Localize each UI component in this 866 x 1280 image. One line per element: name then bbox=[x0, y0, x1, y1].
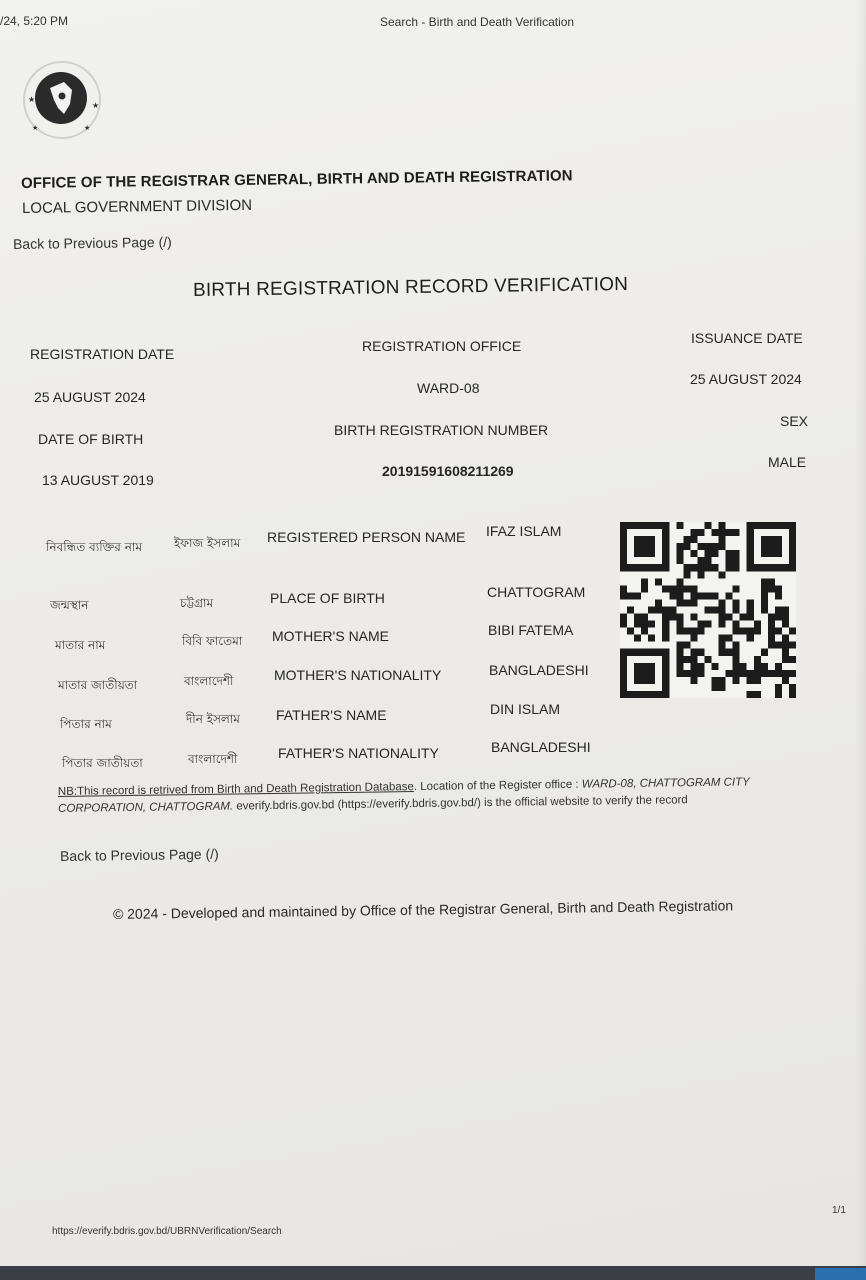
brn-value: 20191591608211269 bbox=[382, 463, 514, 479]
division-name: LOCAL GOVERNMENT DIVISION bbox=[21, 196, 253, 217]
svg-text:★: ★ bbox=[84, 125, 91, 132]
birthplace-value: CHATTOGRAM bbox=[487, 584, 586, 600]
father-name-label: FATHER'S NAME bbox=[276, 707, 387, 723]
sex-value: MALE bbox=[768, 454, 807, 470]
svg-text:★: ★ bbox=[32, 125, 39, 132]
mother-name-label: MOTHER'S NAME bbox=[272, 628, 390, 644]
print-datetime: /24, 5:20 PM bbox=[0, 14, 69, 28]
registration-date-label: REGISTRATION DATE bbox=[30, 346, 175, 362]
org-name: OFFICE OF THE REGISTRAR GENERAL, BIRTH AND DEATH REGISTRATION bbox=[20, 167, 573, 192]
registered-name-value: IFAZ ISLAM bbox=[486, 523, 562, 539]
svg-text:★: ★ bbox=[28, 95, 36, 104]
print-page-title: Search - Birth and Death Verification bbox=[380, 15, 575, 29]
birthplace-label: PLACE OF BIRTH bbox=[270, 590, 385, 606]
print-page-number: 1/1 bbox=[832, 1205, 846, 1216]
dob-value: 13 AUGUST 2019 bbox=[42, 472, 154, 488]
back-link-bottom[interactable]: Back to Previous Page (/) bbox=[59, 845, 219, 864]
registered-name-label: REGISTERED PERSON NAME bbox=[267, 529, 466, 545]
registration-office-label: REGISTRATION OFFICE bbox=[362, 338, 522, 354]
father-nationality-label: FATHER'S NATIONALITY bbox=[278, 745, 439, 761]
note-database-source: NB:This record is retrived from Birth and Death Registration Database bbox=[57, 781, 414, 799]
background-object bbox=[815, 1268, 866, 1280]
mother-nationality-value: BANGLADESHI bbox=[489, 662, 589, 678]
note-website-text[interactable]: everify.bdris.gov.bd (https://everify.bdris.gov.bd/) is the official website to verify the record bbox=[233, 794, 688, 813]
page-shadow bbox=[856, 0, 866, 1268]
page-title: BIRTH REGISTRATION RECORD VERIFICATION bbox=[192, 273, 629, 301]
bn-value-father-nationality: বাংলাদেশী bbox=[188, 752, 238, 766]
bn-value-mother-nationality: বাংলাদেশী bbox=[184, 674, 234, 688]
registration-date-value: 25 AUGUST 2024 bbox=[34, 389, 146, 405]
svg-text:★: ★ bbox=[92, 101, 100, 110]
government-seal-icon bbox=[20, 58, 104, 142]
father-nationality-value: BANGLADESHI bbox=[491, 739, 591, 755]
bn-label-birthplace: জন্মস্থান bbox=[50, 598, 89, 612]
bn-value-mother-name: বিবি ফাতেমা bbox=[182, 634, 243, 648]
background-edge bbox=[0, 1266, 866, 1280]
issuance-date-value: 25 AUGUST 2024 bbox=[690, 371, 802, 387]
note-location-value: WARD-08, CHATTOGRAM CITY CORPORATION, CHATTOGRAM. bbox=[58, 776, 750, 815]
registration-office-value: WARD-08 bbox=[417, 380, 480, 396]
mother-nationality-label: MOTHER'S NATIONALITY bbox=[274, 667, 442, 683]
mother-name-value: BIBI FATEMA bbox=[488, 622, 574, 638]
bn-label-mother-name: মাতার নাম bbox=[55, 638, 106, 652]
issuance-date-label: ISSUANCE DATE bbox=[691, 330, 803, 346]
bn-value-father-name: দীন ইসলাম bbox=[186, 712, 240, 726]
sex-label: SEX bbox=[780, 413, 809, 429]
note-location-text: . Location of the Register office : bbox=[413, 778, 582, 794]
dob-label: DATE OF BIRTH bbox=[38, 431, 144, 447]
bn-label-mother-nationality: মাতার জাতীয়তা bbox=[58, 678, 138, 692]
father-name-value: DIN ISLAM bbox=[490, 701, 561, 717]
bn-value-birthplace: চট্টগ্রাম bbox=[180, 596, 214, 610]
bn-value-registered-name: ইফাজ ইসলাম bbox=[174, 536, 241, 550]
bn-label-father-name: পিতার নাম bbox=[60, 717, 112, 731]
record-note bbox=[58, 774, 793, 818]
qr-code-icon bbox=[620, 522, 796, 698]
brn-label: BIRTH REGISTRATION NUMBER bbox=[334, 422, 549, 438]
copyright-footer: © 2024 - Developed and maintained by Office of the Registrar General, Birth and Death Registration bbox=[112, 897, 734, 922]
bn-label-registered-name: নিবন্ধিত ব্যক্তির নাম bbox=[46, 540, 142, 554]
print-url: https://everify.bdris.gov.bd/UBRNVerification/Search bbox=[52, 1226, 282, 1237]
back-link-top[interactable]: Back to Previous Page (/) bbox=[12, 233, 172, 252]
bn-label-father-nationality: পিতার জাতীয়তা bbox=[62, 756, 143, 770]
